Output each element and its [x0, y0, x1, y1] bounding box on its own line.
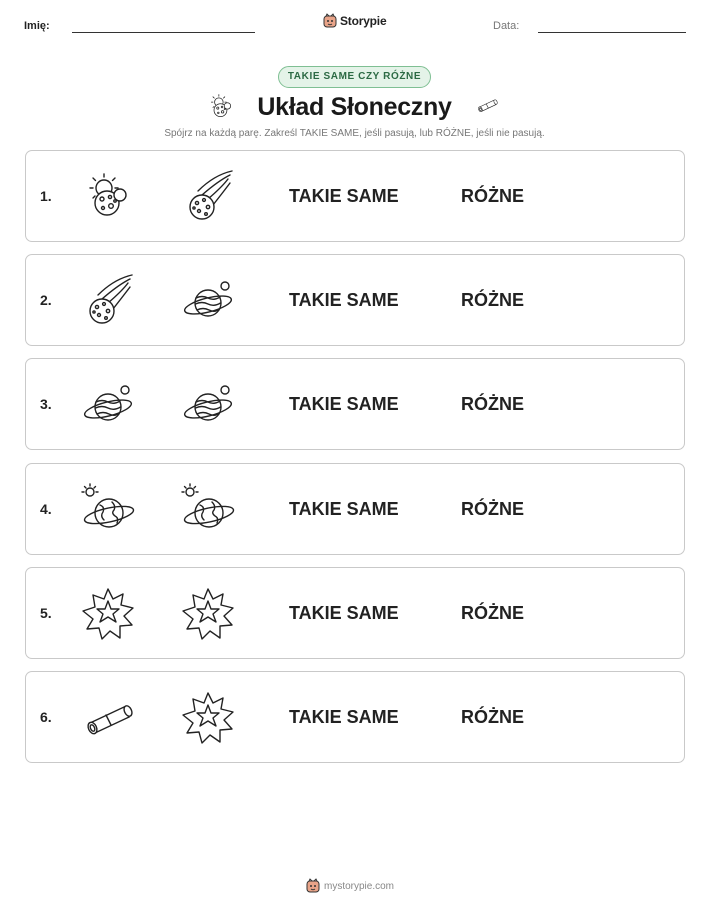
- page-title: Układ Słoneczny: [257, 93, 452, 121]
- planet-ring-icon: [180, 377, 236, 433]
- star-burst-icon: [180, 586, 236, 642]
- name-label: Imię:: [24, 20, 50, 32]
- comet-icon: [80, 273, 136, 329]
- exercise-row: [25, 671, 685, 763]
- star-burst-icon: [80, 586, 136, 642]
- option-same[interactable]: TAKIE SAME: [289, 394, 399, 415]
- planet-ring-icon: [180, 273, 236, 329]
- option-different[interactable]: RÓŻNE: [461, 498, 524, 519]
- option-different[interactable]: RÓŻNE: [461, 394, 524, 415]
- comet-icon: [180, 169, 236, 225]
- exercise-row: [25, 358, 685, 450]
- storypie-logo-icon: [323, 13, 337, 29]
- option-same[interactable]: TAKIE SAME: [289, 602, 399, 623]
- option-different[interactable]: RÓŻNE: [461, 186, 524, 206]
- option-same[interactable]: TAKIE SAME: [289, 498, 399, 519]
- instructions-text: Spójrz na każdą parę. Zakreśl TAKIE SAME, jeśli pasują, lub RÓŻNE, jeśli nie pasują.: [164, 128, 545, 139]
- option-same[interactable]: TAKIE SAME: [289, 707, 399, 727]
- exercise-row: [25, 150, 685, 242]
- option-different[interactable]: RÓŻNE: [461, 290, 524, 311]
- exercise-row: [25, 463, 685, 555]
- star-burst-icon: [180, 690, 236, 746]
- option-same[interactable]: TAKIE SAME: [289, 290, 399, 311]
- option-different[interactable]: RÓŻNE: [461, 707, 524, 727]
- worksheet-header: [0, 0, 709, 50]
- sun-moon-icon: [80, 169, 136, 225]
- row-number: 6.: [40, 709, 52, 725]
- brand-name: Storypie: [340, 14, 387, 28]
- name-write-line[interactable]: [72, 32, 255, 33]
- row-number: 1.: [40, 188, 52, 204]
- row-number: 3.: [40, 396, 52, 413]
- exercise-row: [25, 254, 685, 346]
- option-different[interactable]: RÓŻNE: [461, 602, 524, 623]
- title-row: [0, 91, 709, 127]
- footer: [306, 878, 394, 894]
- date-write-line[interactable]: [538, 32, 686, 33]
- telescope-decoration-icon: [470, 93, 504, 117]
- footer-site: mystorypie.com: [324, 880, 395, 892]
- exercise-row: [25, 567, 685, 659]
- date-label: Data:: [493, 20, 520, 32]
- row-number: 4.: [40, 500, 52, 517]
- planet-ring-icon: [80, 377, 136, 433]
- storypie-footer-logo-icon: [306, 878, 320, 894]
- row-number: 2.: [40, 292, 52, 309]
- earth-icon: [180, 482, 236, 538]
- option-same[interactable]: TAKIE SAME: [289, 186, 399, 206]
- earth-icon: [80, 482, 136, 538]
- brand-logo: [323, 13, 386, 29]
- row-number: 5.: [40, 604, 52, 621]
- telescope-icon: [80, 690, 136, 746]
- activity-badge: TAKIE SAME CZY RÓŻNE: [278, 66, 431, 88]
